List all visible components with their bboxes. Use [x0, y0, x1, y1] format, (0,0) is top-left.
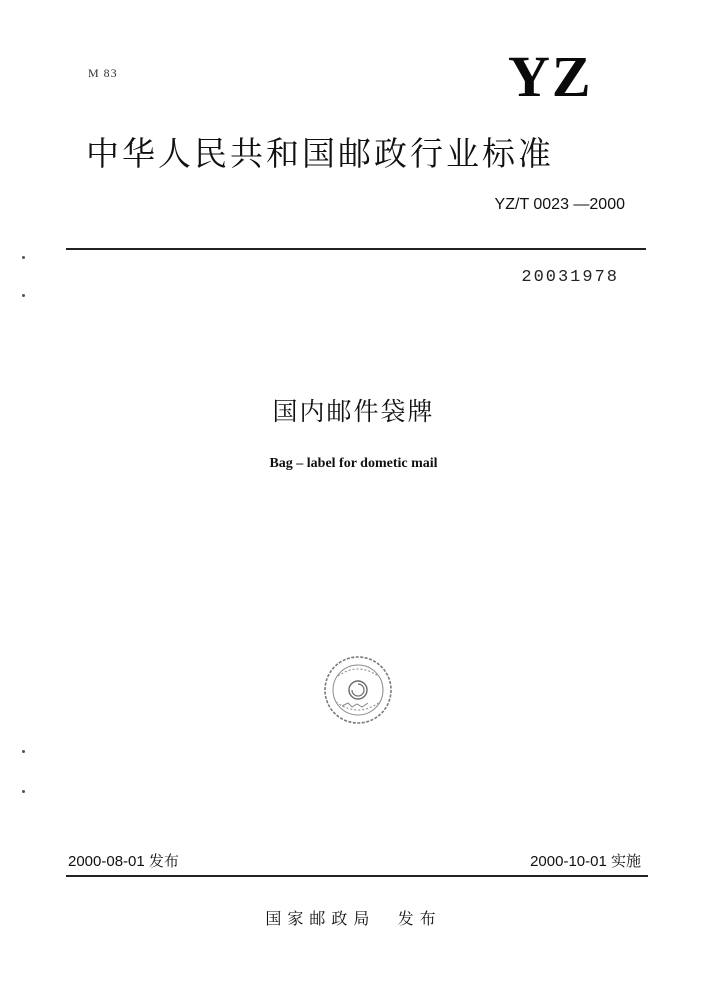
classification-code: M 83: [88, 66, 118, 80]
serial-number: 20031978: [521, 268, 619, 287]
standard-code: YZ/T 0023 —2000: [494, 196, 625, 213]
effective-date: 2000-10-01 实施: [530, 853, 641, 870]
scan-speck: [22, 294, 25, 297]
library-seal-icon: [322, 654, 394, 726]
scan-speck: [22, 790, 25, 793]
scan-speck: [22, 750, 25, 753]
issuing-authority: 国家邮政局 发布: [265, 909, 442, 928]
top-divider: [66, 248, 646, 250]
document-subtitle: Bag – label for dometic mail: [269, 456, 438, 471]
yz-logo: YZ: [508, 44, 593, 109]
issue-date: 2000-08-01 发布: [68, 853, 179, 870]
document-title: 国内邮件袋牌: [272, 397, 435, 426]
scan-speck: [22, 256, 25, 259]
standard-title: 中华人民共和国邮政行业标准: [86, 134, 554, 173]
bottom-divider: [66, 875, 648, 877]
